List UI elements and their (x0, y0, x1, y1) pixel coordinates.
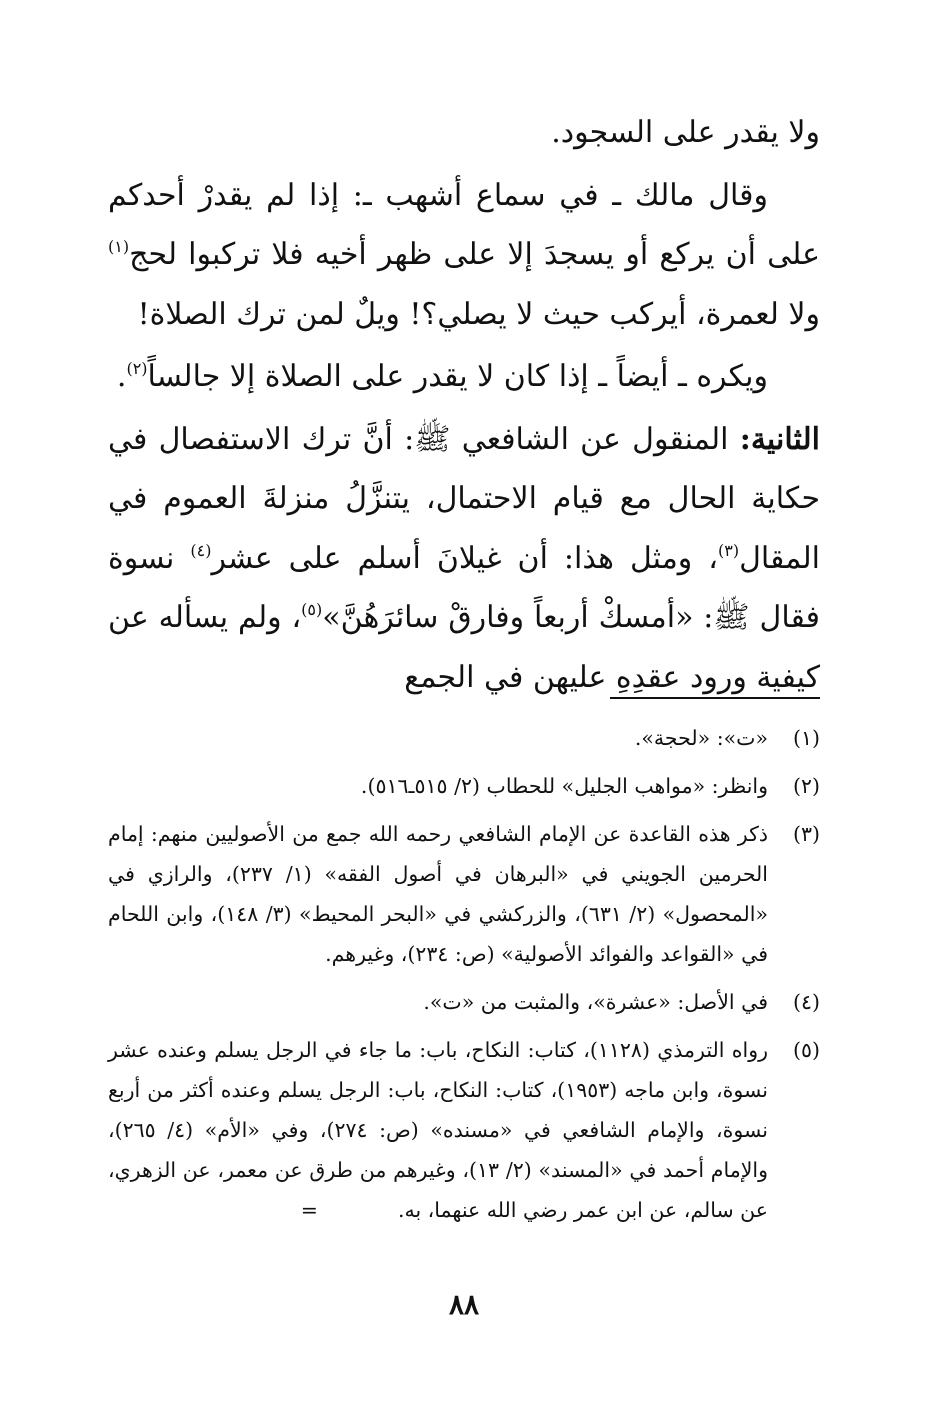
footnote-2 (108, 766, 820, 806)
paragraph-1 (108, 103, 820, 163)
footnote-ref-1[interactable]: (١) (108, 237, 130, 256)
paragraph-2-text-a: وقال مالك ـ في سماع أشهب ـ: إذا لم يقدرْ أحدكم على أن يركع أو يسجدَ إلا على ظهر أخيه فلا تركبوا لحج (108, 177, 820, 272)
page-number: ٨٨ (448, 1288, 480, 1321)
footnote-separator (610, 697, 820, 699)
footnote-number: (٥) (792, 1038, 820, 1062)
footnote-ref-2[interactable]: (٢) (126, 359, 148, 378)
section-heading: الثانية: (739, 421, 820, 457)
footnote-text: ذكر هذه القاعدة عن الإمام الشافعي رحمه الله جمع من الأصوليين منهم: إمام الحرمين الجويني في «البرهان في أصول الفقه» (١/ ٢٣٧)، والرازي في «المحصول» (٢/ ٦٣١)، والزركشي في «البحر المحيط» (٣/ ١٤٨)، وابن اللحام في «القواعد والفوائد الأصولية» (ص: ٢٣٤)، وغيرهم. (108, 822, 768, 966)
footnote-text-wrap (108, 1030, 768, 1230)
continuation-mark: = (300, 1198, 318, 1222)
footnote-text: رواه الترمذي (١١٢٨)، كتاب: النكاح، باب: ما جاء في الرجل يسلم وعنده عشر نسوة، وابن ماجه (١٩٥٣)، كتاب: النكاح، باب: الرجل يسلم وعنده أكثر من أربع نسوة، والإمام الشافعي في «مسنده» (ص: ٢٧٤)، وفي «الأم» (٤/ ٢٦٥)، والإمام أحمد في «المسند» (٢/ ١٣)، وغيرهم من طرق عن معمر، عن الزهري، عن سالم، عن ابن عمر رضي الله عنهما، به. (108, 1038, 768, 1222)
footnote-5 (108, 1030, 820, 1230)
footnote-text: في الأصل: «عشرة»، والمثبت من «ت». (423, 990, 768, 1014)
footnote-ref-4[interactable]: (٤) (190, 540, 212, 560)
footnotes (108, 718, 820, 1238)
footnote-text: وانظر: «مواهب الجليل» للحطاب (٢/ ٥١٥ـ٥١٦). (360, 774, 768, 798)
main-text (108, 103, 820, 707)
paragraph-4-text-c: نسوة فقال ﷺ: «أمسكْ أربعاً وفارقْ سائرَهُنَّ» (108, 540, 820, 635)
footnote-number: (٢) (792, 774, 820, 798)
paragraph-3 (108, 347, 820, 407)
footnote-text: «ت»: «لحجة». (634, 726, 768, 750)
footnote-4 (108, 982, 820, 1022)
paragraph-4-text-a: المنقول عن الشافعي ﷺ: أنَّ ترك الاستفصال في حكاية الحال مع قيام الاحتمال، يتنزَّلُ منزلةَ العموم في المقال (108, 421, 820, 576)
paragraph-4 (108, 410, 820, 708)
paragraph-4-text-b: ، ومثل هذا: أن غيلانَ أسلم على عشر (211, 540, 718, 576)
book-page (108, 0, 820, 1402)
paragraph-1-text: ولا يقدر على السجود. (551, 115, 820, 150)
footnote-number: (١) (792, 726, 820, 750)
paragraph-2 (108, 166, 820, 345)
footnote-1 (108, 718, 820, 758)
paragraph-3-text-a: ويكره ـ أيضاً ـ إذا كان لا يقدر على الصلاة إلا جالساً (147, 359, 768, 394)
footnote-ref-5[interactable]: (٥) (301, 600, 323, 619)
footnote-ref-3[interactable]: (٣) (717, 540, 740, 560)
footnote-number: (٤) (792, 990, 820, 1014)
footnote-number: (٣) (792, 822, 820, 846)
footnote-3 (108, 814, 820, 974)
paragraph-2-text-b: ولا لعمرة، أيركب حيث لا يصلي؟! ويلٌ لمن ترك الصلاة! (137, 296, 820, 332)
paragraph-4-text-d: ، ولم يسأله عن كيفية ورود عقدِهِ عليهن في الجمع (108, 600, 820, 695)
paragraph-3-text-b: . (116, 359, 127, 394)
